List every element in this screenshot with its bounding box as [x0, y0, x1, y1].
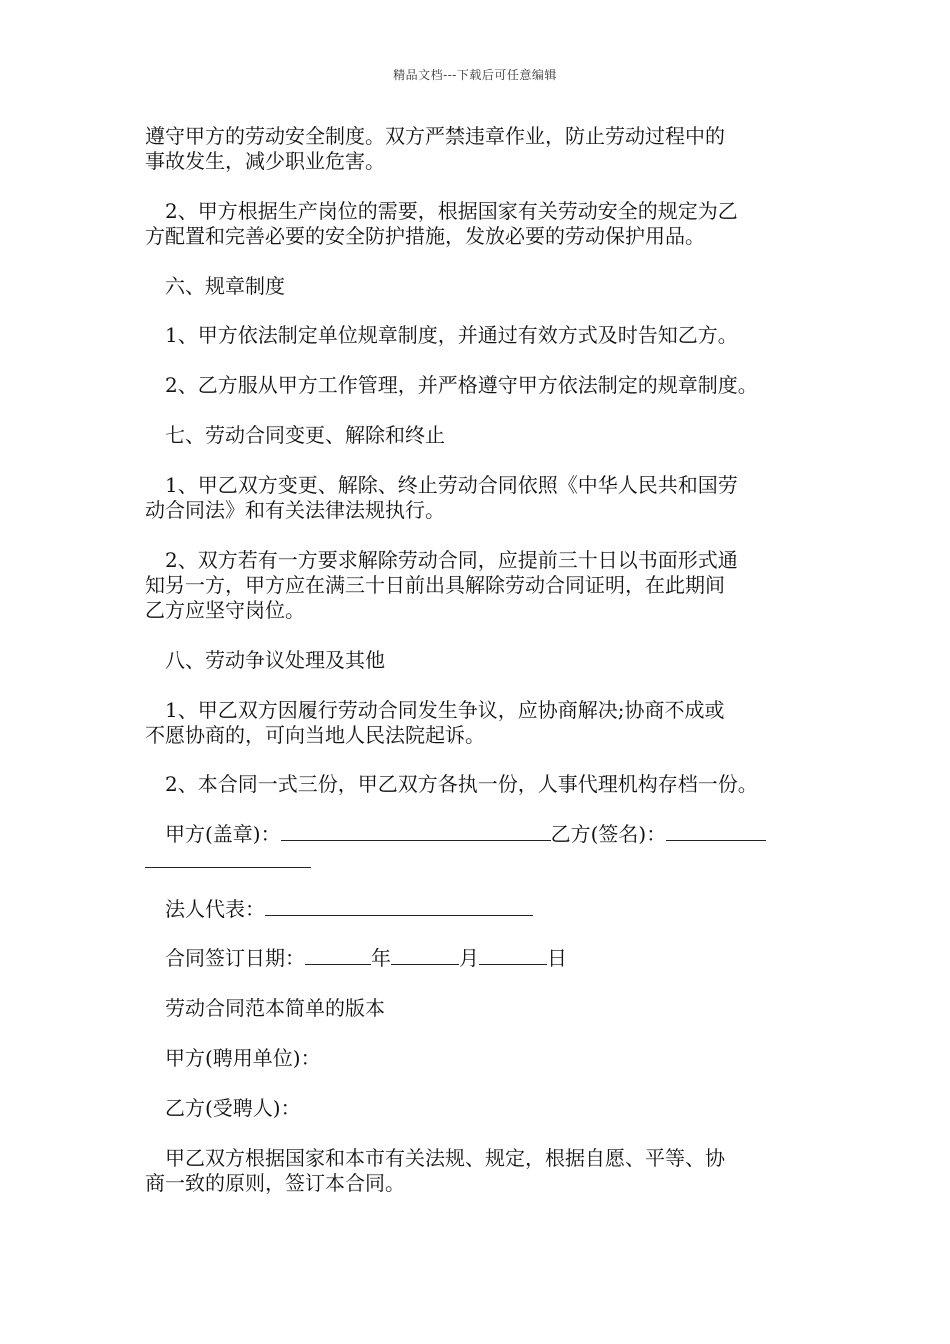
employer-label: 甲方(聘用单位)：	[165, 1046, 321, 1070]
legal-rep-signature-line	[265, 897, 533, 916]
section-heading: 七、劳动合同变更、解除和终止	[165, 423, 445, 447]
day-label: 日	[547, 946, 567, 970]
paragraph-line: 遵守甲方的劳动安全制度。双方严禁违章作业，防止劳动过程中的	[145, 124, 725, 148]
paragraph-line: 事故发生，减少职业危害。	[145, 149, 385, 173]
legal-rep-label: 法人代表：	[165, 897, 265, 921]
party-signature-row	[165, 822, 830, 847]
paragraph-line: 1、甲乙双方变更、解除、终止劳动合同依照《中华人民共和国劳	[165, 473, 738, 497]
party-b-label: 乙方(签名)：	[550, 822, 667, 846]
page-header: 精品文档---下载后可任意编辑	[393, 68, 557, 82]
paragraph-line: 1、甲乙双方因履行劳动合同发生争议，应协商解决;协商不成或	[165, 698, 725, 722]
section-heading: 八、劳动争议处理及其他	[165, 648, 385, 672]
party-a-signature-line	[281, 822, 551, 841]
paragraph-line: 2、乙方服从甲方工作管理，并严格遵守甲方依法制定的规章制度。	[165, 373, 758, 397]
paragraph-line: 甲乙双方根据国家和本市有关法规、规定，根据自愿、平等、协	[165, 1146, 725, 1170]
signing-date-row	[165, 946, 830, 971]
paragraph-line: 不愿协商的，可向当地人民法院起诉。	[145, 723, 485, 747]
paragraph-line: 商一致的原则，签订本合同。	[145, 1171, 405, 1195]
paragraph-line: 方配置和完善必要的安全防护措施，发放必要的劳动保护用品。	[145, 224, 705, 248]
year-label: 年	[371, 946, 391, 970]
employee-label: 乙方(受聘人)：	[165, 1096, 301, 1120]
day-blank	[479, 946, 547, 965]
party-a-label: 甲方(盖章)：	[165, 822, 281, 846]
paragraph-line: 乙方应坚守岗位。	[145, 598, 305, 622]
date-label: 合同签订日期：	[165, 946, 305, 970]
paragraph-line: 动合同法》和有关法律法规执行。	[145, 498, 445, 522]
section-heading: 六、规章制度	[165, 274, 285, 298]
paragraph-line: 2、双方若有一方要求解除劳动合同，应提前三十日以书面形式通	[165, 548, 738, 572]
legal-rep-row	[165, 897, 830, 922]
paragraph-line: 知另一方，甲方应在满三十日前出具解除劳动合同证明，在此期间	[145, 573, 725, 597]
month-blank	[391, 946, 459, 965]
party-b-signature-line-continued	[145, 850, 311, 868]
year-blank	[305, 946, 371, 965]
second-contract-title: 劳动合同范本简单的版本	[165, 996, 385, 1020]
paragraph-line: 1、甲方依法制定单位规章制度，并通过有效方式及时告知乙方。	[165, 323, 738, 347]
paragraph-line: 2、甲方根据生产岗位的需要，根据国家有关劳动安全的规定为乙	[165, 199, 738, 223]
party-b-signature-line	[666, 822, 766, 841]
month-label: 月	[459, 946, 479, 970]
paragraph-line: 2、本合同一式三份，甲乙双方各执一份，人事代理机构存档一份。	[165, 772, 758, 796]
